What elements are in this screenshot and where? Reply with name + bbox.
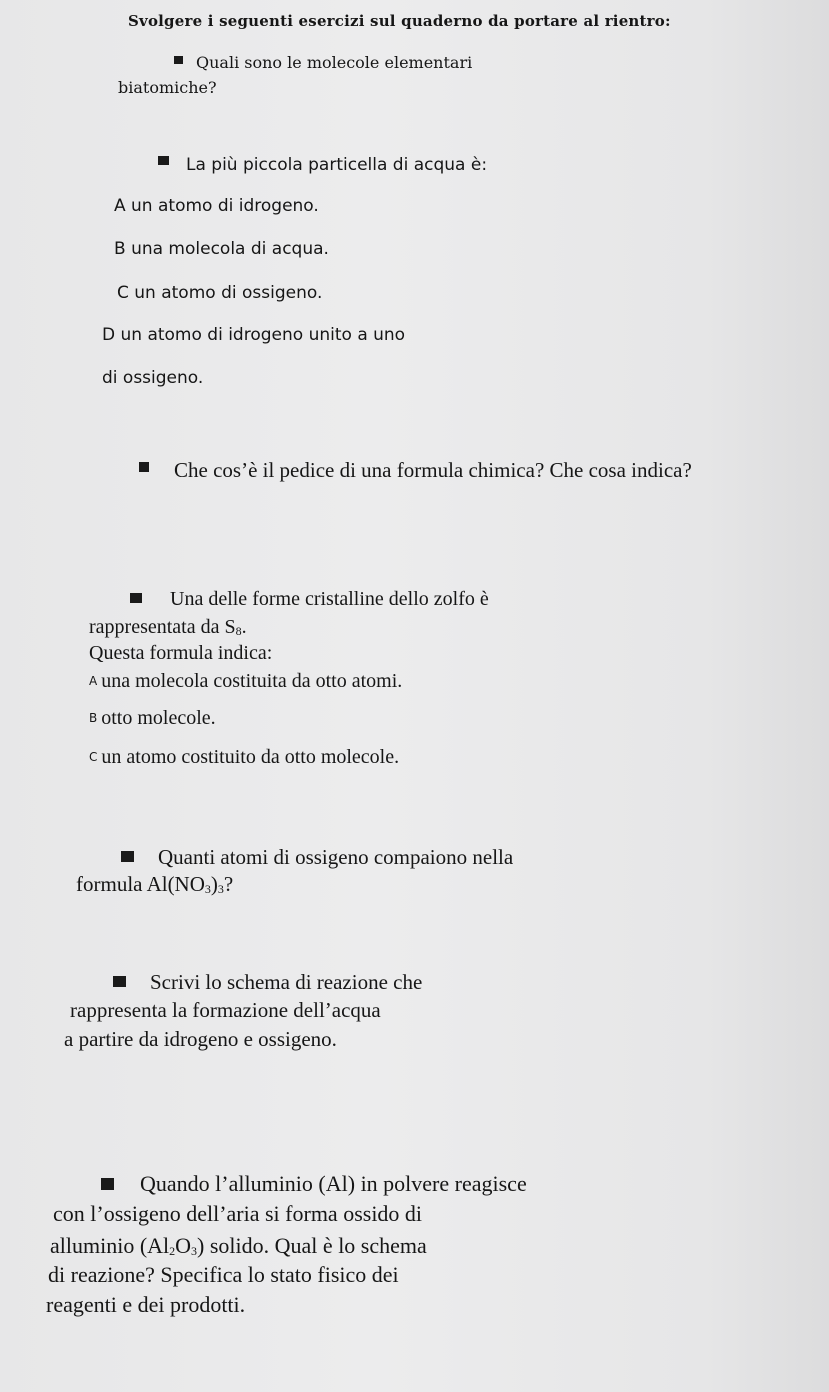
- question-7-line-3: alluminio $(Al_2O_3)$ solido. Qual è lo schema: [50, 1233, 427, 1258]
- bullet-icon: [130, 593, 142, 603]
- question-2-option-b: B una molecola di acqua.: [114, 239, 329, 259]
- bullet-icon: [101, 1178, 114, 1190]
- option-letter: B: [89, 711, 98, 725]
- question-6-line-3: a partire da idrogeno e ossigeno.: [64, 1027, 337, 1051]
- question-1-line-2: biatomiche?: [118, 78, 217, 97]
- question-2-option-d-line-1: D un atomo di idrogeno unito a uno: [102, 325, 406, 345]
- bullet-icon: [158, 156, 169, 165]
- question-1-line-1: Quali sono le molecole elementari: [196, 53, 473, 72]
- question-6-line-1: Scrivi lo schema di reazione che: [150, 970, 423, 994]
- instruction-text: Svolgere i seguenti esercizi sul quaderno da portare al rientro:: [128, 12, 671, 30]
- question-7-line-1: Quando l’alluminio (Al) in polvere reagisce: [140, 1171, 527, 1196]
- question-6-line-2: rappresenta la formazione dell’acqua: [70, 998, 381, 1022]
- question-7-line-5: reagenti e dei prodotti.: [46, 1292, 246, 1317]
- question-2-text: La più piccola particella di acqua è:: [186, 155, 488, 175]
- option-letter: C: [89, 750, 98, 764]
- question-4-option-b: B otto molecole.: [89, 707, 216, 729]
- bullet-icon: [139, 462, 149, 472]
- bullet-icon: [113, 976, 126, 987]
- question-4-line-1: Una delle forme cristalline dello zolfo è: [170, 588, 489, 610]
- bullet-icon: [121, 851, 134, 862]
- question-4-line-2: rappresentata da $S_8$.: [89, 616, 247, 638]
- question-4-option-a: A una molecola costituita da otto atomi.: [89, 670, 403, 692]
- question-4-line-3: Questa formula indica:: [89, 642, 273, 664]
- bullet-icon: [174, 56, 183, 64]
- question-5-line-2: formula $Al(NO_3)_3$?: [76, 872, 234, 896]
- question-2-option-d-line-2: di ossigeno.: [102, 368, 204, 388]
- question-7-line-2: con l’ossigeno dell’aria si forma ossido di: [53, 1201, 423, 1226]
- question-2-option-c: C un atomo di ossigeno.: [117, 283, 323, 303]
- question-7-line-4: di reazione? Specifica lo stato fisico dei: [48, 1262, 399, 1287]
- question-4-option-c: C un atomo costituito da otto molecole.: [89, 746, 400, 768]
- question-3-text: Che cos’è il pedice di una formula chimica? Che cosa indica?: [174, 458, 692, 482]
- question-5-line-1: Quanti atomi di ossigeno compaiono nella: [158, 845, 514, 869]
- option-letter: A: [89, 674, 98, 688]
- question-2-option-a: A un atomo di idrogeno.: [114, 196, 319, 216]
